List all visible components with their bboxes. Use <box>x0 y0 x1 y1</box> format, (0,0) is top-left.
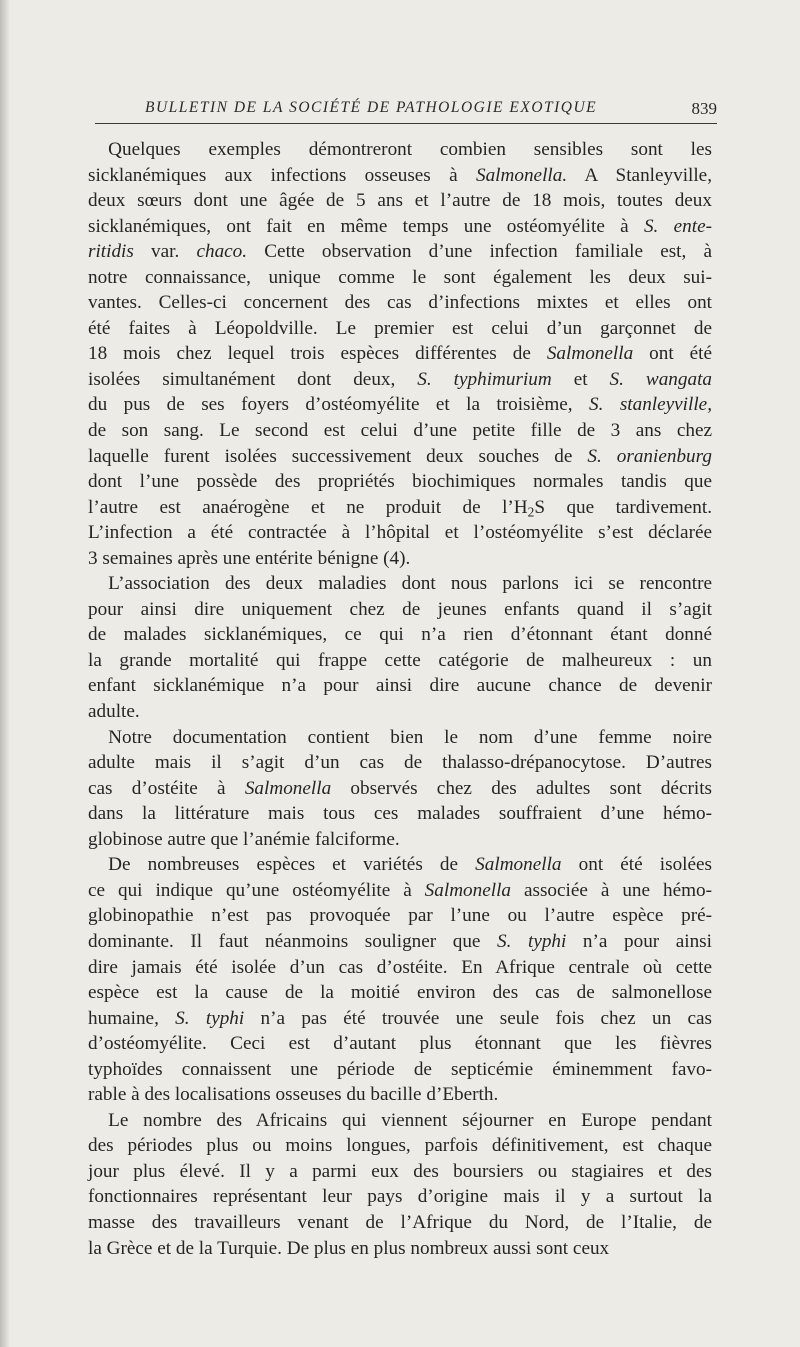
text-run: Le nombre des Africains qui viennent séjourner en Europe pendant <box>108 1109 712 1131</box>
text-line <box>88 520 712 546</box>
running-title: BULLETIN DE LA SOCIÉTÉ DE PATHOLOGIE EXOTIQUE <box>145 99 598 116</box>
text-line <box>88 1057 712 1083</box>
text-line <box>88 367 712 393</box>
text-line <box>88 265 712 291</box>
text-line <box>88 316 712 342</box>
text-line <box>88 801 712 827</box>
text-run: L’infection a été contractée à l’hôpital et l’ostéomyélite s’est déclarée <box>88 522 712 544</box>
text-line <box>88 827 712 853</box>
text-run: rable à des localisations osseuses du bacille d’Eberth. <box>88 1084 499 1106</box>
text-line <box>88 571 712 597</box>
text-run: typhoïdes connaissent une période de septicémie éminemment favo- <box>88 1058 712 1080</box>
text-run: ont été isolées <box>561 854 713 876</box>
italic-term: S. wangata <box>609 368 712 390</box>
text-run: l’autre est anaérogène et ne produit de l’H <box>88 496 528 518</box>
text-line <box>88 673 712 699</box>
text-run: la grande mortalité qui frappe cette catégorie de malheureux : un <box>88 649 712 671</box>
text-run: n’a pas été trouvée une seule fois chez un cas <box>244 1007 712 1029</box>
text-run: vantes. Celles-ci concernent des cas d’infections mixtes et elles ont <box>88 292 712 314</box>
paragraph <box>88 571 712 724</box>
text-run: 18 mois chez lequel trois espèces différentes de <box>88 343 547 365</box>
text-line <box>88 929 712 955</box>
text-run: globinopathie n’est pas provoquée par l’une ou l’autre espèce pré- <box>88 905 712 927</box>
text-line <box>88 1184 712 1210</box>
text-run: humaine, <box>88 1007 176 1029</box>
text-line <box>88 418 712 444</box>
text-line <box>88 597 712 623</box>
text-run: 3 semaines après une entérite bénigne (4). <box>88 547 411 569</box>
text-line <box>88 852 712 878</box>
text-line <box>88 392 712 418</box>
paragraph <box>88 725 712 853</box>
text-run: n’a pour ainsi <box>566 930 712 952</box>
text-run: dans la littérature mais tous ces malades souffraient d’une hémo- <box>88 803 712 825</box>
text-line <box>88 1236 712 1262</box>
text-run: associée à une hémo- <box>511 879 712 901</box>
text-run: pour ainsi dire uniquement chez de jeunes enfants quand il s’agit <box>88 598 712 620</box>
paragraph <box>88 137 712 571</box>
text-line <box>88 1082 712 1108</box>
text-line <box>88 750 712 776</box>
text-line <box>88 1210 712 1236</box>
paragraph <box>88 1108 712 1261</box>
text-run: espèce est la cause de la moitié environ des cas de salmonellose <box>88 982 712 1004</box>
text-line <box>88 290 712 316</box>
text-run: var. <box>133 241 197 263</box>
text-run: de son sang. Le second est celui d’une petite fille de 3 ans chez <box>88 420 712 442</box>
text-run: globinose autre que l’anémie falciforme. <box>88 828 400 850</box>
text-line <box>88 1108 712 1134</box>
italic-term: S. oranienburg <box>587 445 712 467</box>
text-run: isolées simultanément dont deux, <box>88 368 418 390</box>
text-line <box>88 622 712 648</box>
text-run: adulte. <box>88 701 140 723</box>
text-line <box>88 214 712 240</box>
italic-term: S. typhi <box>497 930 567 952</box>
text-run: L’association des deux maladies dont nous parlons ici se rencontre <box>108 573 712 595</box>
text-run: du pus de ses foyers d’ostéomyélite et la troisième, <box>88 394 590 416</box>
text-run: dont l’une possède des propriétés biochimiques normales tandis que <box>88 471 712 493</box>
text-line <box>88 188 712 214</box>
text-run: masse des travailleurs venant de l’Afrique du Nord, de l’Italie, de <box>88 1211 712 1233</box>
text-line <box>88 341 712 367</box>
text-line <box>88 648 712 674</box>
text-run: enfant sicklanémique n’a pour ainsi dire aucune chance de devenir <box>88 675 712 697</box>
italic-term: S. ente- <box>643 215 712 237</box>
text-run: de malades sicklanémiques, ce qui n’a rien d’étonnant étant donné <box>88 624 712 646</box>
italic-term: Salmonella <box>475 854 562 876</box>
italic-term: S. typhi <box>175 1007 245 1029</box>
text-run: notre connaissance, unique comme le sont également les deux sui- <box>88 266 712 288</box>
subscript: 2 <box>527 504 535 520</box>
text-line <box>88 444 712 470</box>
text-run: fonctionnaires représentant leur pays d’origine mais il y a surtout la <box>88 1186 712 1208</box>
text-line <box>88 137 712 163</box>
text-line <box>88 1031 712 1057</box>
paragraph <box>88 852 712 1107</box>
page-edge-shadow <box>0 0 10 1347</box>
text-run: d’ostéomyélite. Ceci est d’autant plus étonnant que les fièvres <box>88 1033 712 1055</box>
text-line <box>88 1159 712 1185</box>
text-line <box>88 776 712 802</box>
text-run: jour plus élevé. Il y a parmi eux des boursiers ou stagiaires et des <box>88 1160 712 1182</box>
text-run: Notre documentation contient bien le nom d’une femme noire <box>108 726 712 748</box>
text-line <box>88 1133 712 1159</box>
italic-term: S. typhimurium <box>417 368 552 390</box>
text-run: laquelle furent isolées successivement deux souches de <box>88 445 588 467</box>
italic-term: Salmonella <box>546 343 634 365</box>
text-run: été faites à Léopoldville. Le premier est celui d’un garçonnet de <box>88 317 712 339</box>
text-run: sicklanémiques, ont fait en même temps une ostéomyélite à <box>88 215 644 237</box>
text-line <box>88 725 712 751</box>
text-run: dominante. Il faut néanmoins souligner que <box>88 930 498 952</box>
text-run: Quelques exemples démontreront combien sensibles sont les <box>108 139 712 160</box>
italic-term: chaco. <box>196 241 248 263</box>
text-run: observés chez des adultes sont décrits <box>331 777 712 799</box>
text-run: cas d’ostéite à <box>88 777 245 799</box>
text-run: ont été <box>633 343 713 365</box>
text-run: S que tardivement. <box>534 496 712 518</box>
text-run: A Stanleyville, <box>567 164 712 186</box>
italic-term: S. stanleyville, <box>589 394 712 416</box>
text-line <box>88 1006 712 1032</box>
text-run: adulte mais il s’agit d’un cas de thalasso-drépanocytose. D’autres <box>88 752 712 774</box>
italic-term: Salmonella <box>244 777 332 799</box>
text-line <box>88 239 712 265</box>
running-head <box>95 96 717 122</box>
italic-term: Salmonella. <box>475 164 568 186</box>
text-run: deux sœurs dont une âgée de 5 ans et l’autre de 18 mois, toutes deux <box>88 190 712 212</box>
text-line <box>88 495 712 521</box>
text-line <box>88 546 712 572</box>
text-run: des périodes plus ou moins longues, parfois définitivement, est chaque <box>88 1135 712 1157</box>
text-run: la Grèce et de la Turquie. De plus en plus nombreux aussi sont ceux <box>88 1237 610 1259</box>
text-run: et <box>551 368 610 390</box>
text-line <box>88 903 712 929</box>
page-number: 839 <box>691 99 717 118</box>
header-rule <box>95 123 717 124</box>
text-line <box>88 699 712 725</box>
article-body <box>88 137 712 1261</box>
text-line <box>88 955 712 981</box>
italic-term: ritidis <box>88 241 134 263</box>
italic-term: Salmonella <box>424 879 512 901</box>
text-run: sicklanémiques aux infections osseuses à <box>88 164 476 186</box>
text-run: ce qui indique qu’une ostéomyélite à <box>88 879 425 901</box>
text-line <box>88 980 712 1006</box>
text-line <box>88 469 712 495</box>
text-line <box>88 163 712 189</box>
text-run: De nombreuses espèces et variétés de <box>108 854 476 876</box>
text-line <box>88 878 712 904</box>
text-run: Cette observation d’une infection familiale est, à <box>247 241 712 263</box>
text-run: dire jamais été isolée d’un cas d’ostéite. En Afrique centrale où cette <box>88 956 712 978</box>
